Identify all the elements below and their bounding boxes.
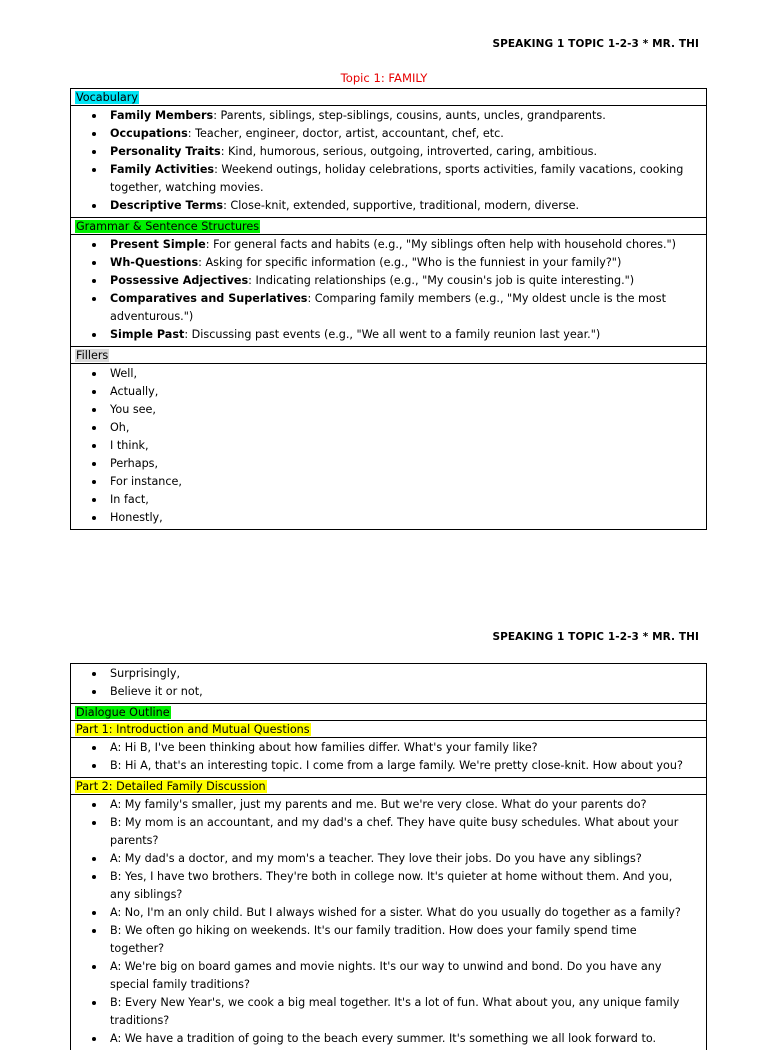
item-term: Descriptive Terms (110, 199, 224, 212)
item-text: : Discussing past events (e.g., "We all went to a family reunion last year.") (184, 328, 601, 341)
list-item: Perhaps, (71, 455, 706, 473)
part2-list (71, 796, 706, 1048)
item-term: Possessive Adjectives (110, 274, 249, 287)
dialogue-heading (71, 704, 706, 721)
list-item: A: Hi B, I've been thinking about how families differ. What's your family like? (71, 739, 706, 757)
list-item: Believe it or not, (71, 683, 706, 701)
page-header: SPEAKING 1 TOPIC 1-2-3 * MR. THI (492, 38, 699, 50)
item-text: : Comparing family members (e.g., "My oldest uncle is the most adventurous.") (110, 292, 666, 323)
part1-body (71, 738, 706, 778)
list-item: A: We're big on board games and movie nights. It's our way to unwind and bond. Do you have any special family traditions? (71, 958, 706, 994)
topic-title: Topic 1: FAMILY (340, 71, 428, 85)
item-text: : Weekend outings, holiday celebrations, sports activities, family vacations, cooking together, watching movies. (110, 163, 684, 194)
list-item (71, 143, 706, 161)
part2-title: Part 2: Detailed Family Discussion (76, 780, 266, 793)
item-term: Present Simple (110, 238, 206, 251)
item-text: : Indicating relationships (e.g., "My cousin's job is quite interesting.") (248, 274, 635, 287)
fillers-list (71, 365, 706, 527)
fillers-continued-list (71, 665, 706, 701)
list-item (71, 107, 706, 125)
list-item: Well, (71, 365, 706, 383)
list-item: In fact, (71, 491, 706, 509)
grammar-title: Grammar & Sentence Structures (76, 220, 260, 233)
part1-list (71, 739, 706, 775)
list-item: A: My family's smaller, just my parents and me. But we're very close. What do your parents do? (71, 796, 706, 814)
item-text: : Parents, siblings, step-siblings, cousins, aunts, uncles, grandparents. (213, 109, 606, 122)
topic-table-page-1 (70, 88, 707, 530)
list-item: B: We often go hiking on weekends. It's our family tradition. How does your family spend time together? (71, 922, 706, 958)
topic-table-page-2 (70, 663, 707, 1050)
part2-body (71, 795, 706, 1050)
list-item: Actually, (71, 383, 706, 401)
vocabulary-title: Vocabulary (76, 91, 139, 104)
page-header-2: SPEAKING 1 TOPIC 1-2-3 * MR. THI (492, 631, 699, 643)
list-item: Surprisingly, (71, 665, 706, 683)
fillers-body (71, 364, 706, 529)
item-text: : Teacher, engineer, doctor, artist, accountant, chef, etc. (187, 127, 504, 140)
list-item: B: My mom is an accountant, and my dad's a chef. They have quite busy schedules. What about your parents? (71, 814, 706, 850)
list-item (71, 254, 706, 272)
fillers-continued-body (71, 664, 706, 704)
part1-heading (71, 721, 706, 738)
part2-heading (71, 778, 706, 795)
item-term: Comparatives and Superlatives (110, 292, 308, 305)
item-term: Family Members (110, 109, 214, 122)
grammar-heading (71, 218, 706, 235)
fillers-heading (71, 347, 706, 364)
item-term: Wh-Questions (110, 256, 199, 269)
list-item: For instance, (71, 473, 706, 491)
list-item (71, 236, 706, 254)
dialogue-title: Dialogue Outline (76, 706, 170, 719)
item-term: Personality Traits (110, 145, 221, 158)
grammar-list (71, 236, 706, 344)
list-item: I think, (71, 437, 706, 455)
list-item (71, 125, 706, 143)
list-item: A: No, I'm an only child. But I always wished for a sister. What do you usually do together as a family? (71, 904, 706, 922)
list-item: B: Yes, I have two brothers. They're both in college now. It's quieter at home without them. And you, any siblings? (71, 868, 706, 904)
item-term: Occupations (110, 127, 188, 140)
list-item (71, 161, 706, 197)
list-item: A: My dad's a doctor, and my mom's a teacher. They love their jobs. Do you have any siblings? (71, 850, 706, 868)
part1-title: Part 1: Introduction and Mutual Questions (76, 723, 310, 736)
list-item (71, 197, 706, 215)
vocabulary-heading (71, 89, 706, 106)
list-item: A: We have a tradition of going to the beach every summer. It's something we all look forward to. (71, 1030, 706, 1048)
grammar-body (71, 235, 706, 347)
item-term: Family Activities (110, 163, 215, 176)
vocabulary-list (71, 107, 706, 215)
item-text: : Close-knit, extended, supportive, traditional, modern, diverse. (223, 199, 580, 212)
item-text: : Kind, humorous, serious, outgoing, introverted, caring, ambitious. (220, 145, 598, 158)
item-term: Simple Past (110, 328, 185, 341)
vocabulary-body (71, 106, 706, 218)
list-item (71, 272, 706, 290)
list-item: You see, (71, 401, 706, 419)
list-item: B: Every New Year's, we cook a big meal together. It's a lot of fun. What about you, any unique family traditions? (71, 994, 706, 1030)
item-text: : Asking for specific information (e.g., "Who is the funniest in your family?") (198, 256, 622, 269)
list-item: B: Hi A, that's an interesting topic. I come from a large family. We're pretty close-knit. How about you? (71, 757, 706, 775)
list-item: Oh, (71, 419, 706, 437)
list-item (71, 326, 706, 344)
list-item (71, 290, 706, 326)
item-text: : For general facts and habits (e.g., "My siblings often help with household chores.") (205, 238, 677, 251)
fillers-title: Fillers (76, 349, 109, 362)
list-item: Honestly, (71, 509, 706, 527)
